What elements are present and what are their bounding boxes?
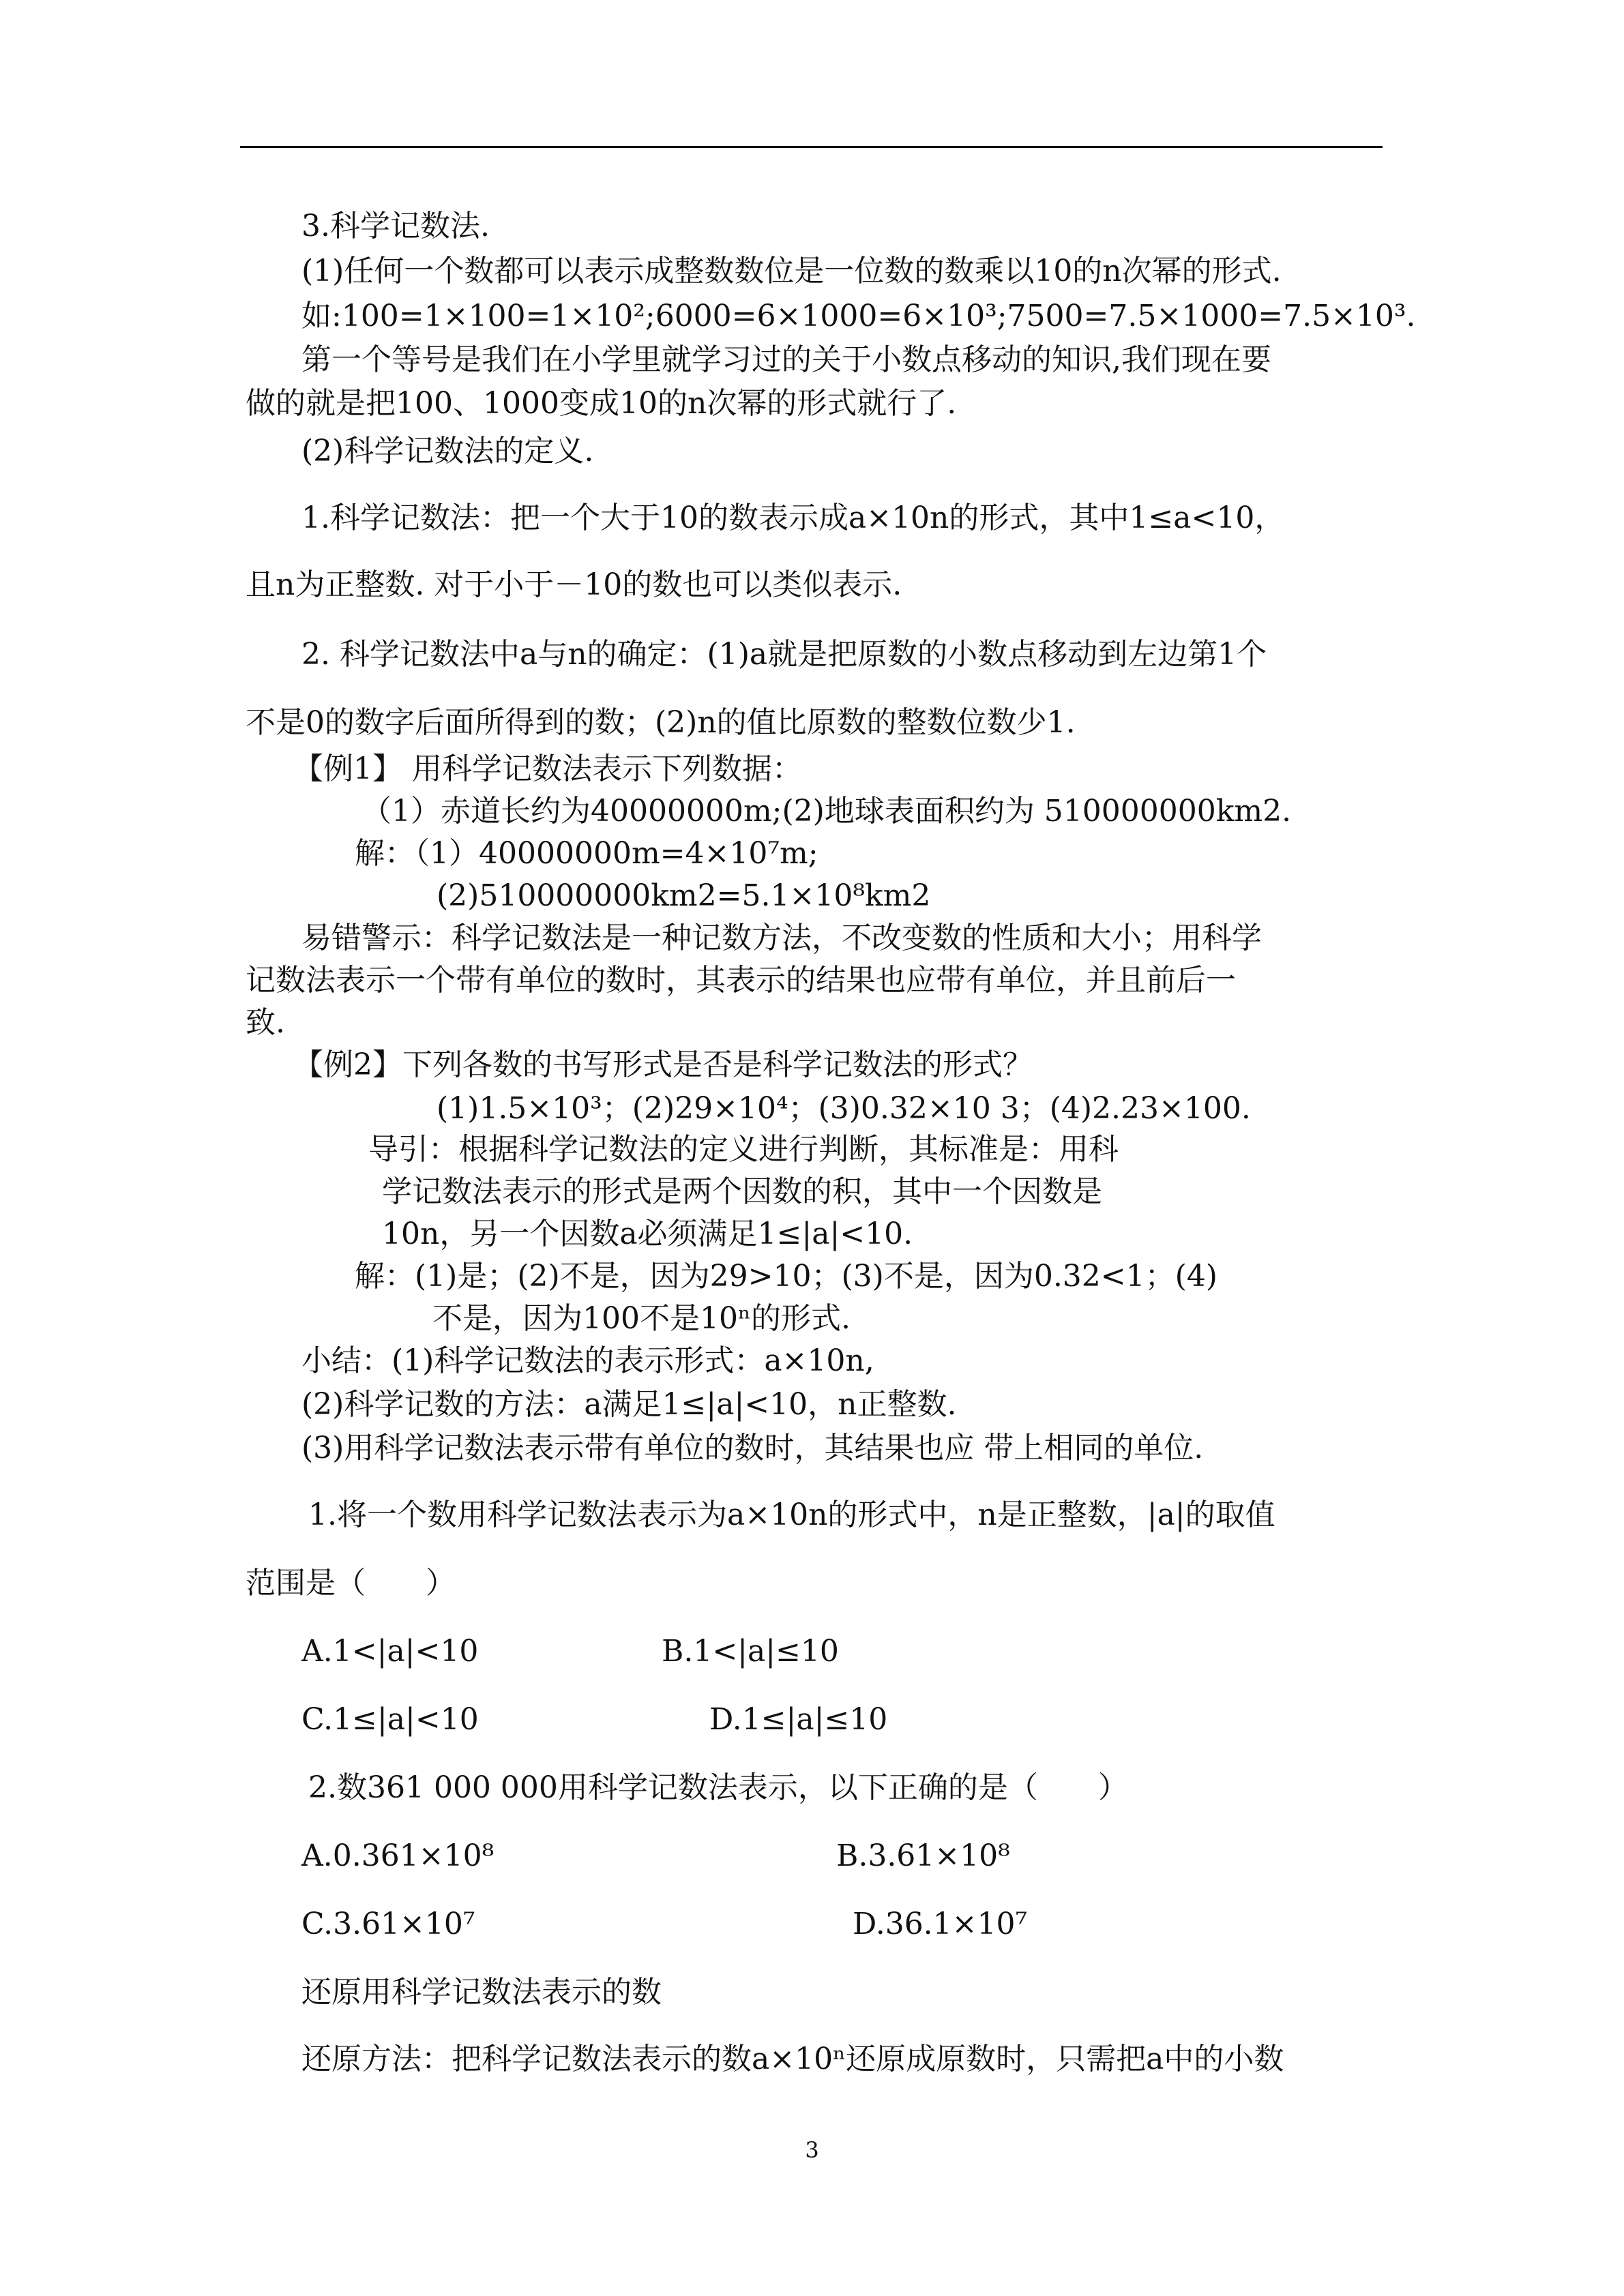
paragraph-line: 还原方法：把科学记数法表示的数a×10ⁿ还原成原数时，只需把a中的小数	[301, 2042, 1284, 2076]
paragraph-line: (2)科学记数法的定义.	[301, 434, 594, 468]
paragraph-line: (1)任何一个数都可以表示成整数数位是一位数的数乘以10的n次幂的形式.	[301, 254, 1282, 288]
summary-line: (3)用科学记数法表示带有单位的数时，其结果也应 带上相同的单位.	[301, 1431, 1204, 1465]
solution-line: 解：(1)是；(2)不是，因为29>10；(3)不是，因为0.32<1；(4)	[355, 1259, 1217, 1294]
solution-line: (2)510000000km2=5.1×10⁸km2	[437, 878, 931, 913]
example-line: (1)1.5×10³；(2)29×10⁴；(3)0.32×10 3；(4)2.23×100.	[437, 1091, 1251, 1126]
guide-line: 导引：根据科学记数法的定义进行判断，其标准是：用科	[368, 1132, 1119, 1167]
example-line: （1）赤道长约为40000000m;(2)地球表面积约为 510000000km2.	[361, 794, 1292, 829]
option-a: A.0.361×10⁸	[301, 1838, 494, 1873]
paragraph-line: 第一个等号是我们在小学里就学习过的关于小数点移动的知识,我们现在要	[301, 342, 1271, 377]
option-b: B.1<|a|≤10	[662, 1634, 839, 1669]
question-line: 范围是（ ）	[246, 1566, 456, 1600]
definition-line: 2. 科学记数法中a与n的确定：(1)a就是把原数的小数点移动到左边第1个	[301, 637, 1267, 672]
paragraph-line: 如:100=1×100=1×10²;6000=6×1000=6×10³;7500=7.5×1000=7.5×10³.	[301, 299, 1416, 333]
option-d: D.36.1×10⁷	[853, 1907, 1028, 1941]
definition-line: 且n为正整数. 对于小于－10的数也可以类似表示.	[246, 567, 902, 602]
warning-line: 易错警示：科学记数法是一种记数方法，不改变数的性质和大小；用科学	[301, 921, 1262, 955]
header-rule	[240, 146, 1383, 148]
question-line: 1.将一个数用科学记数法表示为a×10n的形式中，n是正整数，|a|的取值	[308, 1497, 1275, 1532]
definition-line: 不是0的数字后面所得到的数；(2)n的值比原数的整数位数少1.	[246, 705, 1076, 740]
guide-line: 学记数法表示的形式是两个因数的积，其中一个因数是	[382, 1174, 1102, 1209]
option-b: B.3.61×10⁸	[836, 1838, 1010, 1873]
section-heading: 3.科学记数法.	[301, 209, 490, 243]
guide-line: 10n，另一个因数a必须满足1≤|a|<10.	[382, 1217, 913, 1251]
option-c: C.1≤|a|<10	[301, 1702, 479, 1737]
warning-line: 记数法表示一个带有单位的数时，其表示的结果也应带有单位，并且前后一	[246, 963, 1236, 998]
option-a: A.1<|a|<10	[301, 1634, 479, 1669]
example-heading: 【例2】下列各数的书写形式是否是科学记数法的形式？	[293, 1047, 1033, 1082]
paragraph-line: 做的就是把100、1000变成10的n次幂的形式就行了.	[246, 386, 957, 421]
summary-line: 小结：(1)科学记数法的表示形式：a×10n,	[301, 1343, 874, 1378]
subsection-heading: 还原用科学记数法表示的数	[301, 1975, 662, 2010]
definition-line: 1.科学记数法：把一个大于10的数表示成a×10n的形式，其中1≤a<10，	[301, 501, 1285, 535]
solution-line: 不是，因为100不是10ⁿ的形式.	[432, 1301, 851, 1336]
option-d: D.1≤|a|≤10	[709, 1702, 888, 1737]
question-line: 2.数361 000 000用科学记数法表示，以下正确的是（ ）	[308, 1770, 1128, 1805]
example-heading: 【例1】 用科学记数法表示下列数据：	[293, 751, 802, 786]
warning-line: 致.	[246, 1005, 285, 1040]
page-number: 3	[805, 2137, 819, 2163]
solution-line: 解：（1）40000000m=4×10⁷m;	[355, 836, 818, 871]
option-c: C.3.61×10⁷	[301, 1907, 475, 1941]
summary-line: (2)科学记数的方法：a满足1≤|a|<10，n正整数.	[301, 1387, 957, 1422]
